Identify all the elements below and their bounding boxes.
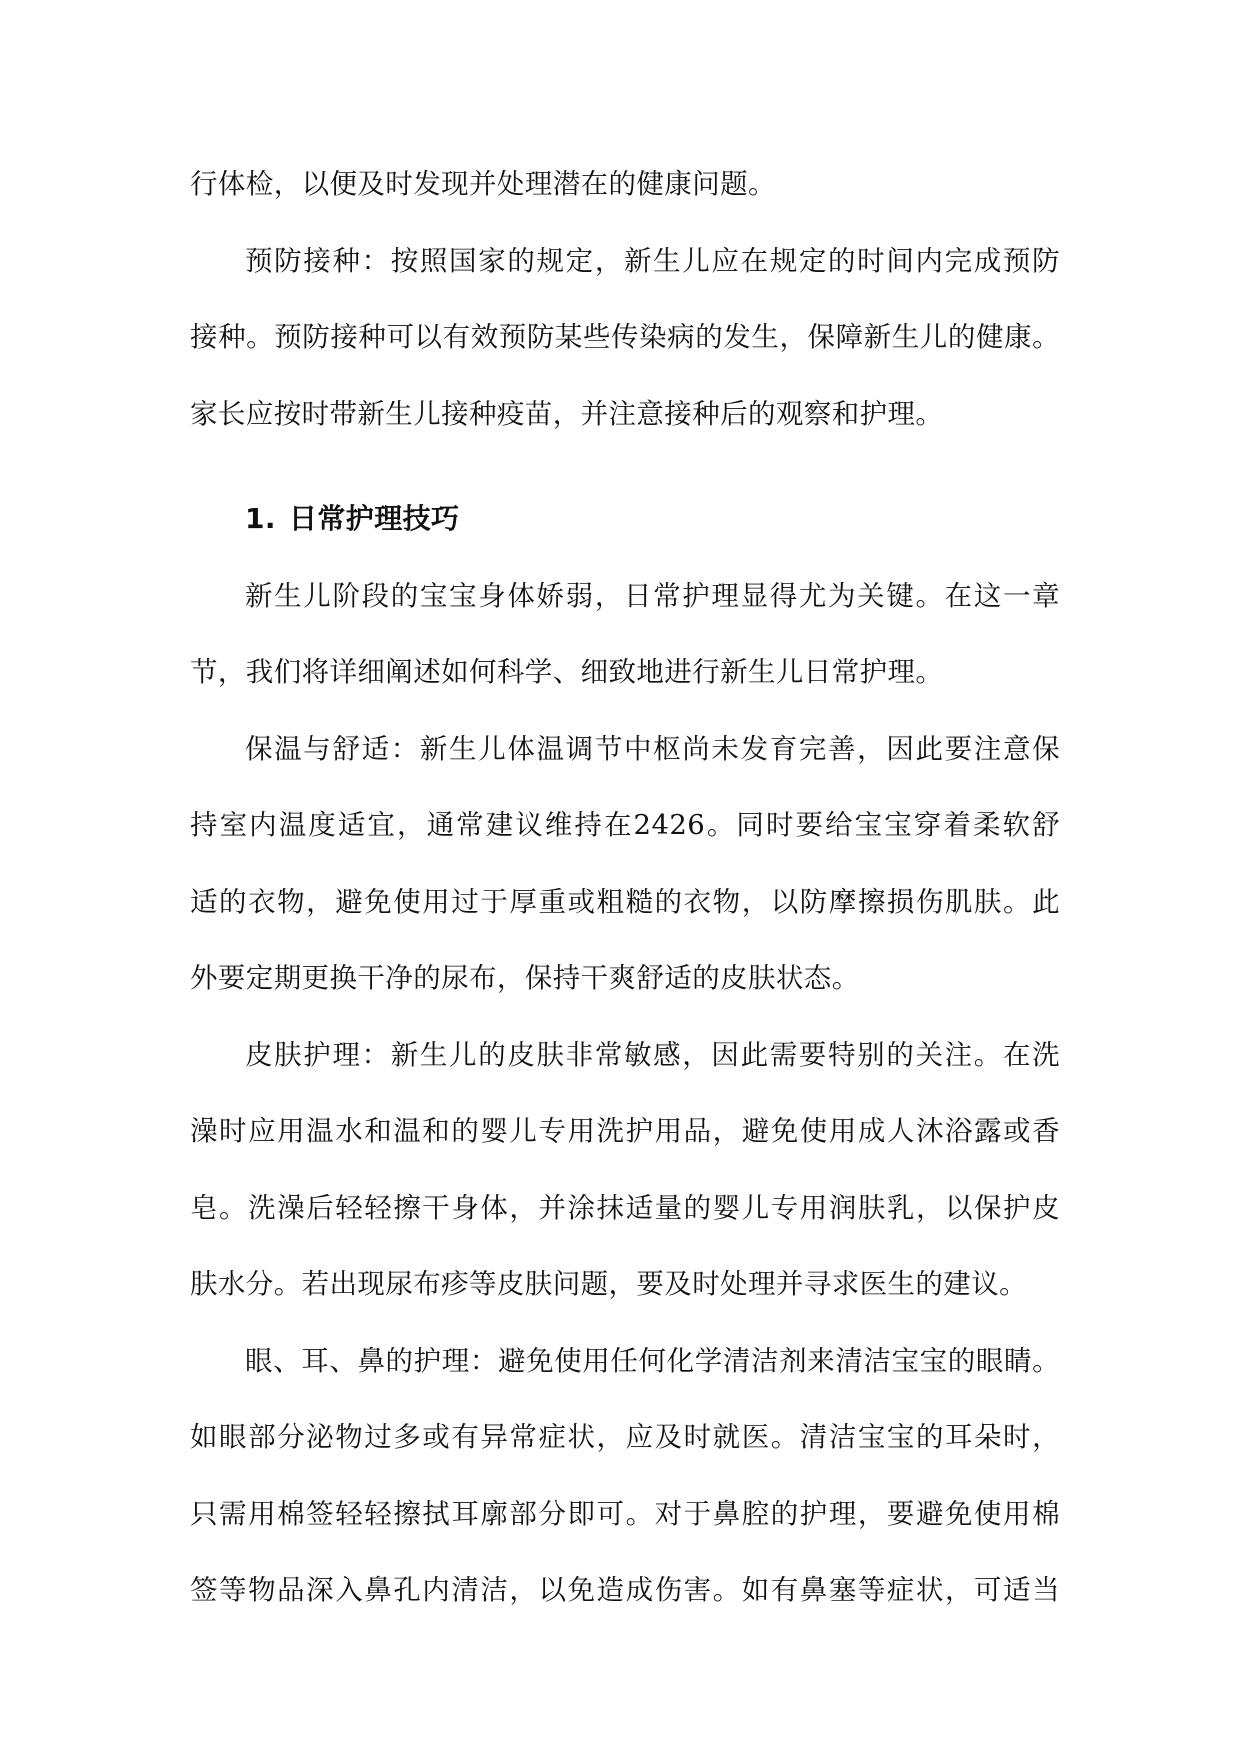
paragraph-line: 节，我们将详细阐述如何科学、细致地进行新生儿日常护理。 [190, 656, 944, 688]
paragraph-line: 外要定期更换干净的尿布，保持干爽舒适的皮肤状态。 [190, 962, 860, 994]
paragraph-line: 皮肤护理：新生儿的皮肤非常敏感，因此需要特别的关注。在洗 [245, 1038, 1060, 1071]
paragraph-line: 肤水分。若出现尿布疹等皮肤问题，要及时处理并寻求医生的建议。 [190, 1268, 1027, 1300]
paragraph-line: 新生儿阶段的宝宝身体娇弱，日常护理显得尤为关键。在这一章 [245, 579, 1060, 612]
section-title: 日常护理技巧 [289, 502, 460, 535]
paragraph-line: 适的衣物，避免使用过于厚重或粗糙的衣物，以防摩擦损伤肌肤。此 [190, 885, 1060, 918]
document-body [190, 146, 1060, 1629]
section-heading [190, 481, 1060, 558]
paragraph-line: 家长应按时带新生儿接种疫苗，并注意接种后的观察和护理。 [190, 397, 944, 430]
paragraph-line: 眼、耳、鼻的护理：避免使用任何化学清洁剂来清洁宝宝的眼睛。 [245, 1344, 1060, 1377]
paragraph-line: 预防接种：按照国家的规定，新生儿应在规定的时间内完成预防 [245, 244, 1060, 277]
paragraph-line: 保温与舒适：新生儿体温调节中枢尚未发育完善，因此要注意保 [245, 732, 1060, 765]
paragraph-line: 如眼部分泌物过多或有异常症状，应及时就医。清洁宝宝的耳朵时， [190, 1421, 1060, 1453]
section-number: 1. [245, 502, 276, 535]
paragraph-line: 接种。预防接种可以有效预防某些传染病的发生，保障新生儿的健康。 [190, 321, 1060, 353]
paragraph-line: 只需用棉签轻轻擦拭耳廓部分即可。对于鼻腔的护理，要避免使用棉 [190, 1497, 1060, 1530]
paragraph-line: 签等物品深入鼻孔内清洁，以免造成伤害。如有鼻塞等症状，可适当 [190, 1574, 1060, 1606]
paragraph-line: 皂。洗澡后轻轻擦干身体，并涂抹适量的婴儿专用润肤乳，以保护皮 [190, 1191, 1060, 1224]
paragraph-line: 澡时应用温水和温和的婴儿专用洗护用品，避免使用成人沐浴露或香 [190, 1115, 1060, 1147]
paragraph-line: 持室内温度适宜，通常建议维持在2426。同时要给宝宝穿着柔软舒 [190, 809, 1060, 841]
paragraph-line: 行体检，以便及时发现并处理潜在的健康问题。 [190, 168, 776, 200]
